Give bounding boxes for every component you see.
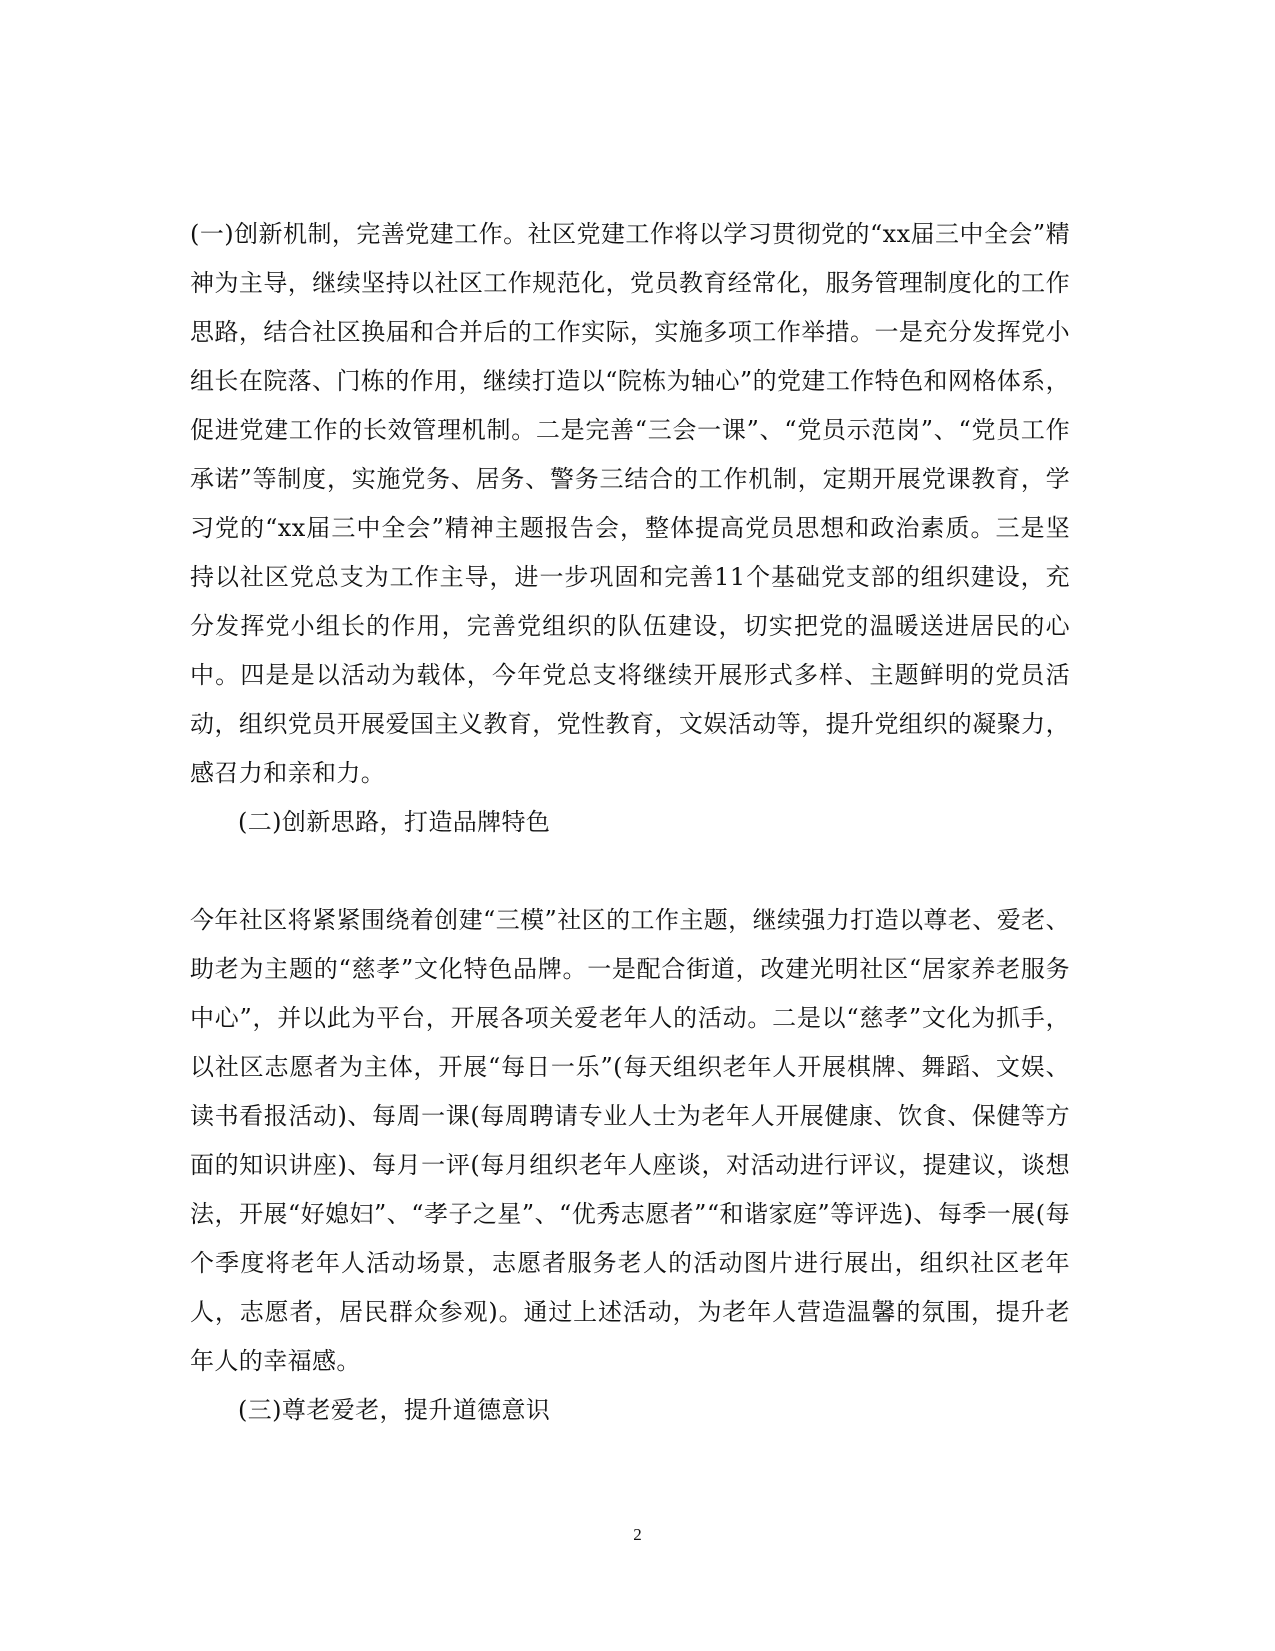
section-heading-respect-elderly: (三)尊老爱老，提升道德意识 [238, 1396, 551, 1424]
document-body [190, 210, 1070, 1435]
section-heading-brand: (二)创新思路，打造品牌特色 [238, 808, 551, 836]
paragraph-party-building: (一)创新机制，完善党建工作。社区党建工作将以学习贯彻党的“xx届三中全会”精神为主导，继续坚持以社区工作规范化，党员教育经常化，服务管理制度化的工作思路，结合社区换届和合并后的工作实际，实施多项工作举措。一是充分发挥党小组长在院落、门栋的作用，继续打造以“院栋为轴心”的党建工作特色和网格体系，促进党建工作的长效管理机制。二是完善“三会一课”、“党员示范岗”、“党员工作承诺”等制度，实施党务、居务、警务三结合的工作机制，定期开展党课教育，学习党的“xx届三中全会”精神主题报告会，整体提高党员思想和政治素质。三是坚持以社区党总支为工作主导，进一步巩固和完善11个基础党支部的组织建设，充分发挥党小组长的作用，完善党组织的队伍建设，切实把党的温暖送进居民的心中。四是是以活动为载体，今年党总支将继续开展形式多样、主题鲜明的党员活动，组织党员开展爱国主义教育，党性教育，文娱活动等，提升党组织的凝聚力，感召力和亲和力。 [190, 220, 1070, 787]
page-number: 2 [633, 1525, 642, 1544]
paragraph-filial-culture: 今年社区将紧紧围绕着创建“三模”社区的工作主题，继续强力打造以尊老、爱老、助老为主题的“慈孝”文化特色品牌。一是配合街道，改建光明社区“居家养老服务中心”，并以此为平台，开展各项关爱老年人的活动。二是以“慈孝”文化为抓手，以社区志愿者为主体，开展“每日一乐”(每天组织老年人开展棋牌、舞蹈、文娱、读书看报活动)、每周一课(每周聘请专业人士为老年人开展健康、饮食、保健等方面的知识讲座)、每月一评(每月组织老年人座谈，对活动进行评议，提建议，谈想法，开展“好媳妇”、“孝子之星”、“优秀志愿者”“和谐家庭”等评选)、每季一展(每个季度将老年人活动场景，志愿者服务老人的活动图片进行展出，组织社区老年人，志愿者，居民群众参观)。通过上述活动，为老年人营造温馨的氛围，提升老年人的幸福感。 [190, 906, 1070, 1375]
